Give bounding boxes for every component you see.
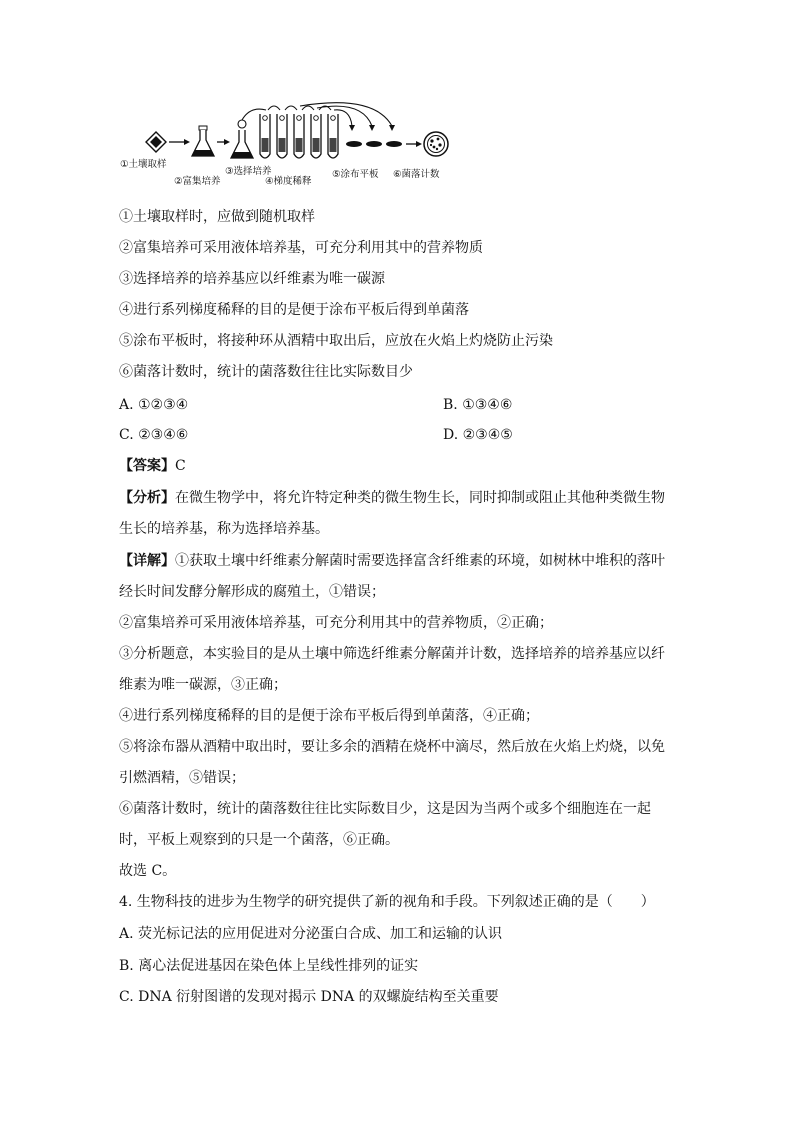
option-a: A. ①②③④ (119, 397, 189, 413)
detail-line: ②富集培养可采用液体培养基，可充分利用其中的营养物质，②正确； (119, 615, 553, 631)
answer-label: 【答案】 (119, 458, 175, 474)
statement: ②富集培养可采用液体培养基，可充分利用其中的营养物质 (119, 240, 483, 256)
procedure-diagram (118, 100, 458, 192)
detail-line (119, 552, 665, 570)
question-4-stem: 4. 生物科技的进步为生物学的研究提供了新的视角和手段。下列叙述正确的是（ ） (119, 894, 655, 910)
diagram-label: ①土壤取样 (120, 159, 167, 170)
analysis-text: 在微生物学中，将允许特定种类的微生物生长，同时抑制或阻止其他种类微生物 (175, 490, 665, 506)
flask-icon (192, 126, 214, 156)
question-4-option-c: C. DNA 衍射图谱的发现对揭示 DNA 的双螺旋结构至关重要 (119, 989, 499, 1005)
detail-line: 故选 C。 (119, 863, 177, 879)
option-b: B. ①③④⑥ (443, 397, 513, 413)
colony-dish-icon (424, 132, 448, 156)
arrow-icon (406, 141, 422, 147)
diagram-label: ④梯度稀释 (265, 176, 312, 187)
analysis-line (119, 489, 665, 507)
statement: ③选择培养的培养基应以纤维素为唯一碳源 (119, 271, 385, 287)
diagram-label: ⑤涂布平板 (332, 169, 379, 180)
statement: ④进行系列梯度稀释的目的是便于涂布平板后得到单菌落 (119, 302, 469, 318)
detail-line: ④进行系列梯度稀释的目的是便于涂布平板后得到单菌落，④正确； (119, 708, 539, 724)
detail-line: 引燃酒精，⑤错误； (119, 770, 245, 786)
analysis-line: 生长的培养基，称为选择培养基。 (119, 521, 329, 537)
soil-sample-icon (146, 132, 166, 152)
option-c: C. ②③④⑥ (119, 427, 189, 443)
spread-plates-icon (346, 141, 402, 147)
detail-line: ⑥菌落计数时，统计的菌落数往往比实际数目少，这是因为当两个或多个细胞连在一起 (119, 801, 651, 817)
question-4-option-a: A. 荧光标记法的应用促进对分泌蛋白合成、加工和运输的认识 (119, 926, 503, 942)
arrow-icon (169, 139, 190, 145)
arrow-icon (217, 139, 230, 145)
detail-label: 【详解】 (119, 553, 175, 569)
analysis-label: 【分析】 (119, 490, 175, 506)
statement: ①土壤取样时，应做到随机取样 (119, 209, 315, 225)
answer (119, 457, 186, 475)
detail-line: 经长时间发酵分解形成的腐殖土，①错误； (119, 584, 385, 600)
statement: ⑥菌落计数时，统计的菌落数往往比实际数目少 (119, 364, 413, 380)
statement: ⑤涂布平板时，将接种环从酒精中取出后，应放在火焰上灼烧防止污染 (119, 333, 553, 349)
detail-line: ③分析题意，本实验目的是从土壤中筛选纤维素分解菌并计数，选择培养的培养基应以纤 (119, 646, 665, 662)
diagram-label: ③选择培养 (225, 166, 272, 177)
detail-line: ⑤将涂布器从酒精中取出时，要让多余的酒精在烧杯中滴尽，然后放在火焰上灼烧，以免 (119, 739, 665, 755)
question-4-option-b: B. 离心法促进基因在染色体上呈线性排列的证实 (119, 958, 419, 974)
option-d: D. ②③④⑤ (443, 427, 513, 443)
dilution-tubes-icon (260, 106, 338, 158)
diagram-label: ②富集培养 (174, 176, 221, 187)
detail-text: ①获取土壤中纤维素分解菌时需要选择富含纤维素的环境，如树林中堆积的落叶 (175, 553, 665, 569)
answer-value: C (175, 458, 186, 474)
detail-line: 时，平板上观察到的只是一个菌落，⑥正确。 (119, 832, 399, 848)
detail-line: 维素为唯一碳源，③正确； (119, 677, 287, 693)
diagram-label: ⑥菌落计数 (393, 169, 440, 180)
